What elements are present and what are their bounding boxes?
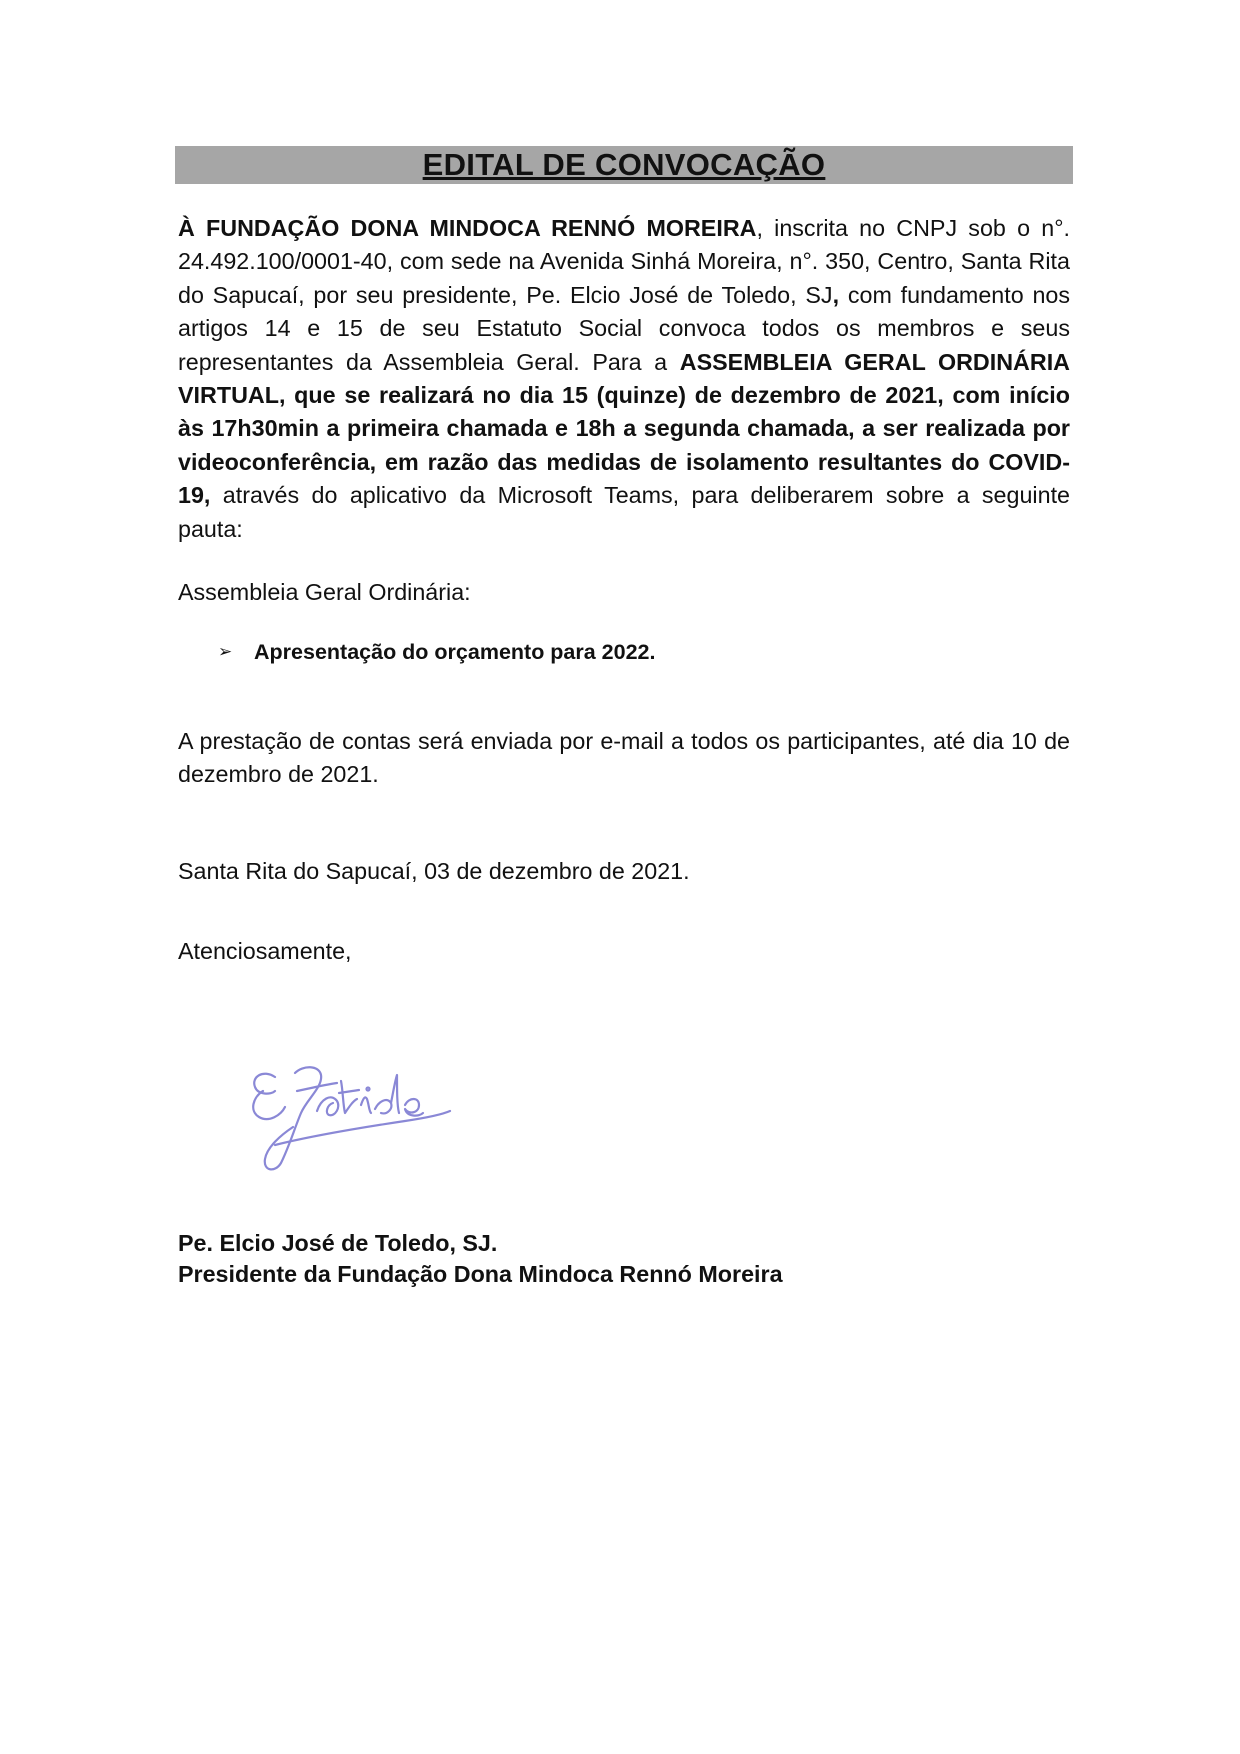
agenda-item-text: Apresentação do orçamento para 2022.: [254, 640, 656, 664]
closing-salutation: Atenciosamente,: [178, 938, 352, 964]
signer-role: Presidente da Fundação Dona Mindoca Rennó Moreira: [178, 1261, 783, 1287]
title-bar: [175, 146, 1073, 184]
intro-text-part3: através do aplicativo da Microsoft Teams, para deliberarem sobre a seguinte pauta:: [178, 482, 1070, 542]
accounts-notice: A prestação de contas será enviada por e-mail a todos os participantes, até dia 10 de dezembro de 2021.: [178, 728, 1070, 788]
organization-name: À FUNDAÇÃO DONA MINDOCA RENNÓ MOREIRA: [178, 215, 757, 241]
signer-name: Pe. Elcio José de Toledo, SJ.: [178, 1230, 498, 1256]
agenda-label: Assembleia Geral Ordinária:: [178, 579, 471, 605]
intro-text-part2: com fundamento nos artigos 14 e 15 de seu Estatuto Social convoca todos os membros e seus representantes da Assembleia Geral. Para a: [178, 281, 1070, 375]
document-title: EDITAL DE CONVOCAÇÃO: [422, 147, 826, 182]
intro-paragraph: [178, 212, 1070, 546]
intro-bold-comma: ,: [832, 281, 840, 308]
arrowhead-bullet-icon: ➢: [218, 642, 233, 661]
intro-text-part1: , inscrita no CNPJ sob o n°. 24.492.100/0001-40, com sede na Avenida Sinhá Moreira, n°. 350, Centro, Santa Rita do Sapucaí, por seu presidente, Pe. Elcio José de Toledo, SJ: [178, 215, 1070, 308]
assembly-details: ASSEMBLEIA GERAL ORDINÁRIA VIRTUAL, que se realizará no dia 15 (quinze) de dezembro de 2021, com início às 17h30min a primeira chamada e 18h a segunda chamada, a ser realizada por videoconferência, em razão das medidas de isolamento resultantes do COVID-19,: [178, 348, 1070, 509]
signer-block: [178, 1228, 783, 1290]
place-date: Santa Rita do Sapucaí, 03 de dezembro de 2021.: [178, 858, 690, 884]
handwritten-signature: [245, 1055, 470, 1180]
agenda-item: [218, 636, 656, 668]
